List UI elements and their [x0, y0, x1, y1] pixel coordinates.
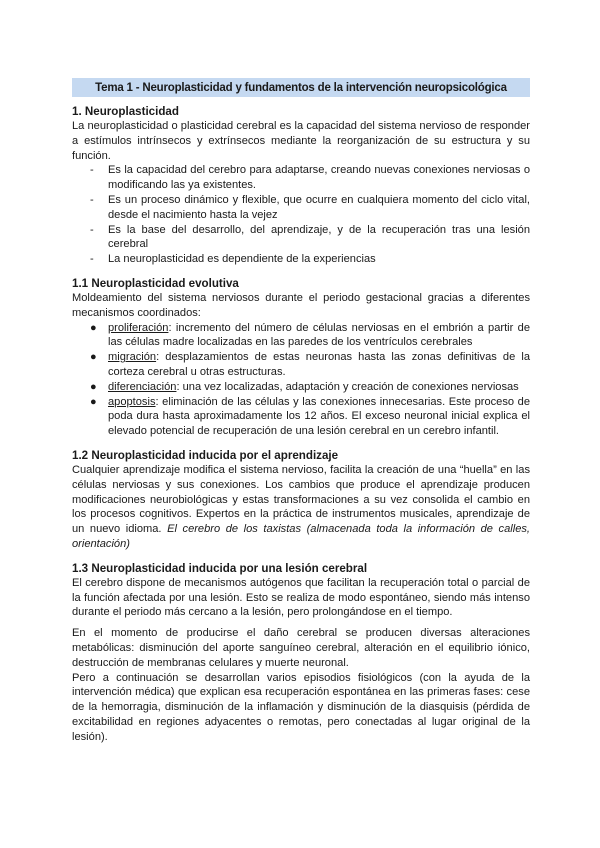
section-heading-lesion: 1.3 Neuroplasticidad inducida por una lesión cerebral: [72, 561, 368, 575]
dash-list: [72, 163, 530, 267]
term-diferenciacion: diferenciación: [108, 380, 177, 393]
term-migracion: migración: [108, 351, 157, 364]
dash-marker: -: [90, 223, 94, 236]
list-item: ● apoptosis: eliminación de las células y las conexiones innecesarias. Este proceso de poda dura hasta aproximadamente los 12 años. El exceso neuronal inicial explica el elevado potencial de recuperación de una lesión cerebral en un cerebro infantil.: [90, 395, 530, 438]
bullet-marker: ●: [90, 395, 97, 408]
section-heading-evolutiva: 1.1 Neuroplasticidad evolutiva: [72, 276, 239, 290]
list-item: - La neuroplasticidad es dependiente de la experiencias: [90, 253, 376, 266]
bullet-marker: ●: [90, 351, 97, 364]
document-body: [72, 104, 530, 744]
dash-marker: -: [90, 193, 94, 206]
list-item: ● proliferación: incremento del número de células nerviosas en el embrión a partir de las células madre localizadas en las paredes de los ventrículos cerebrales: [90, 321, 530, 349]
section-intro-evolutiva: Moldeamiento del sistema nerviosos durante el periodo gestacional gracias a diferentes mecanismos coordinados:: [72, 291, 530, 319]
list-item: ● diferenciación: una vez localizadas, adaptación y creación de conexiones nerviosas: [90, 380, 519, 393]
term-proliferacion: proliferación: [108, 321, 169, 334]
document-title: [72, 78, 530, 97]
bullet-list: [72, 321, 530, 439]
section-heading-neuroplasticidad: 1. Neuroplasticidad: [72, 105, 179, 118]
bullet-marker: ●: [90, 380, 97, 393]
list-item: ● migración: desplazamientos de estas neuronas hasta las zonas definitivas de la corteza cerebral u otras estructuras.: [90, 351, 530, 378]
dash-marker: -: [90, 164, 94, 177]
dash-marker: -: [90, 253, 94, 266]
bullet-marker: ●: [90, 321, 97, 334]
list-item: - Es un proceso dinámico y flexible, que ocurre en cualquiera momento del ciclo vital, desde el nacimiento hasta la vejez: [90, 193, 530, 221]
document-title-text: Tema 1 - Neuroplasticidad y fundamentos de la intervención neuropsicológica: [95, 81, 507, 94]
section-text-aprendizaje: Cualquier aprendizaje modifica el sistema nervioso, facilita la creación de una “huella” en las células nerviosas y sus conexiones. Los cambios que produce el aprendizaje producen modificaciones neurobiológicas y estas transformaciones a su vez consolida el cambio en los procesos cognitivos. Expertos en la práctica de instrumentos musicales, aprendizaje de un nuevo idioma. El cerebro de los taxistas (almacenada toda la información de calles, orientación): [72, 463, 530, 550]
term-apoptosis: apoptosis: [108, 395, 156, 408]
section-paragraph: En el momento de producirse el daño cerebral se producen diversas alteraciones metabólicas: disminución del aporte sanguíneo cerebral, alteración en el equilibrio iónico, destrucción de membranas celulares y muerte neuronal.: [72, 627, 530, 669]
list-item: - Es la base del desarrollo, del aprendizaje, y de la recuperación tras una lesión cerebral: [90, 223, 530, 251]
section-paragraph: El cerebro dispone de mecanismos autógenos que facilitan la recuperación total o parcial de la función afectada por una lesión. Esto se realiza de modo espontáneo, siendo más intenso durante el periodo más cercano a la lesión, pero prolongándose en el tiempo.: [72, 576, 530, 619]
list-item: - Es la capacidad del cerebro para adaptarse, creando nuevas conexiones nerviosas o modificando las ya existentes.: [90, 164, 530, 192]
section-paragraph: Pero a continuación se desarrollan varios episodios fisiológicos (con la ayuda de la intervención médica) que explican esa recuperación espontánea en las primeras fases: cese de la hemorragia, disminución de la inflamación y disminución de la diasquisis (pérdida de excitabilidad en regiones adyacentes o remotas, pero conectadas al lugar original de la lesión).: [72, 671, 530, 743]
section-intro-neuroplasticidad: La neuroplasticidad o plasticidad cerebral es la capacidad del sistema nervioso de responder a estímulos intrínsecos y extrínsecos mediante la reorganización de su estructura y su función.: [72, 120, 530, 162]
section-heading-aprendizaje: 1.2 Neuroplasticidad inducida por el aprendizaje: [72, 448, 339, 462]
italic-example: El cerebro de los taxistas (almacenada toda la información de calles, orientación): [72, 523, 530, 550]
